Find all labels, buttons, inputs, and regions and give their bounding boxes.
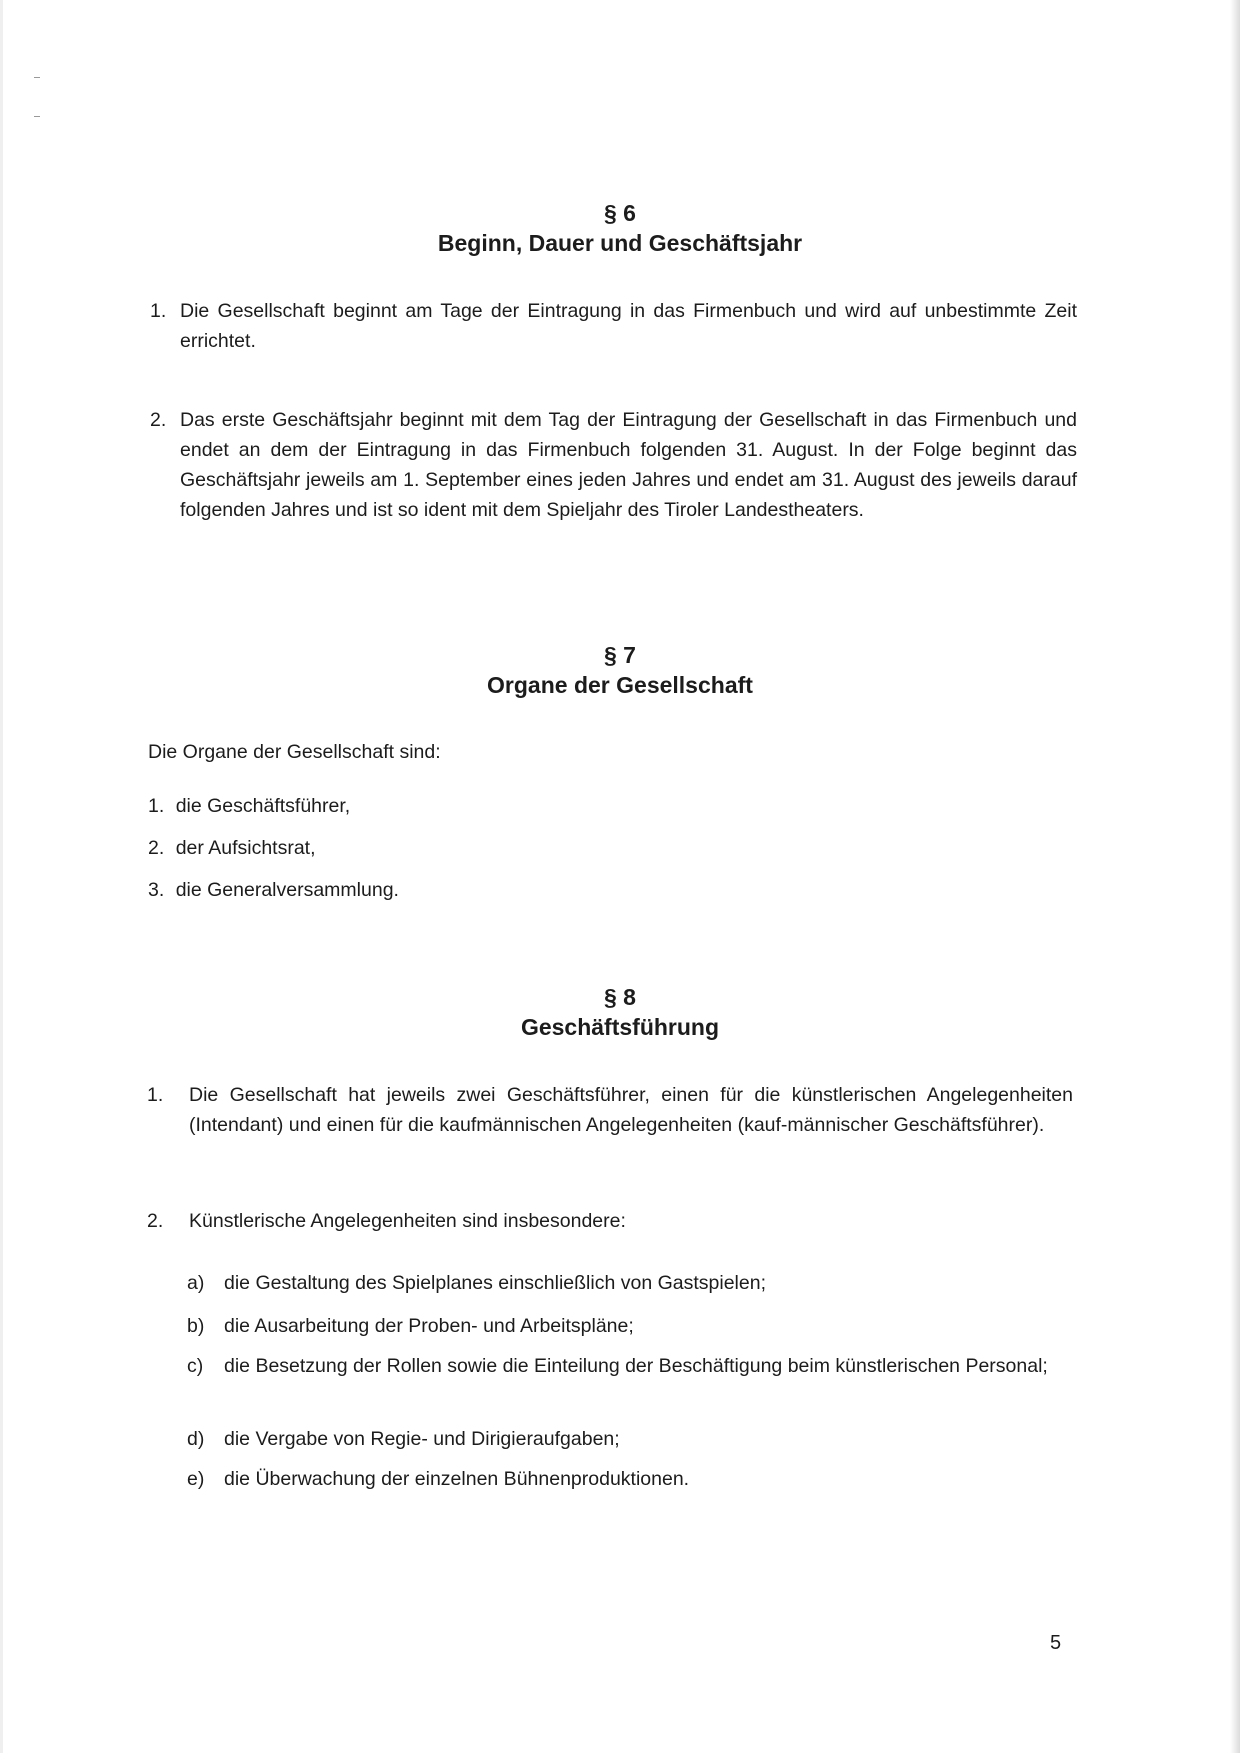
section-8-item-1 <box>147 1080 1073 1140</box>
item-text: die Generalversammlung. <box>175 879 399 901</box>
item-text: der Aufsichtsrat, <box>175 837 316 859</box>
section-7-heading <box>0 640 1240 700</box>
section-8-item-2 <box>147 1206 1073 1236</box>
section-7-title: Organe der Gesellschaft <box>487 672 753 698</box>
subitem-marker: d) <box>187 1428 205 1450</box>
page-number: 5 <box>1050 1632 1062 1654</box>
subitem-marker: a) <box>187 1272 205 1294</box>
subitem-text: die Besetzung der Rollen sowie die Einteilung der Beschäftigung beim künstlerischen Personal; <box>224 1355 1048 1377</box>
section-8-heading <box>0 982 1240 1042</box>
section-7-item-1 <box>148 791 350 821</box>
section-8-subitem-e <box>187 1464 1073 1494</box>
scan-edge-right <box>1230 0 1240 1753</box>
scan-speck <box>34 116 40 117</box>
section-7-item-3 <box>148 875 399 905</box>
section-8-subitem-a <box>187 1268 1073 1298</box>
subitem-marker: e) <box>187 1468 205 1490</box>
subitem-text: die Überwachung der einzelnen Bühnenproduktionen. <box>224 1468 690 1490</box>
item-text: Die Gesellschaft hat jeweils zwei Geschäftsführer, einen für die künstlerischen Angelegenheiten (Intendant) und einen für die kaufmännischen Angelegenheiten (kauf-männischer Geschäftsführer). <box>189 1084 1073 1136</box>
section-8-subitem-b <box>187 1311 1073 1341</box>
section-6-heading <box>0 198 1240 258</box>
scan-speck <box>34 77 40 78</box>
subitem-marker: c) <box>187 1355 204 1377</box>
item-text: Das erste Geschäftsjahr beginnt mit dem Tag der Eintragung der Gesellschaft in das Firmenbuch und endet an dem der Eintragung in das Firmenbuch folgenden 31. August. In der Folge beginnt das Geschäftsjahr jeweils am 1. September eines jeden Jahres und endet am 31. August des jeweils darauf folgenden Jahres und ist so ident mit dem Spieljahr des Tiroler Landestheaters. <box>180 409 1077 521</box>
section-8-subitem-d <box>187 1424 1073 1454</box>
section-7-item-2 <box>148 833 316 863</box>
subitem-text: die Gestaltung des Spielplanes einschließlich von Gastspielen; <box>224 1272 766 1294</box>
scan-edge-left <box>0 0 3 1753</box>
item-marker: 2. <box>150 409 167 431</box>
item-marker: 3. <box>148 879 165 901</box>
section-7-intro: Die Organe der Gesellschaft sind: <box>148 741 441 763</box>
item-marker: 2. <box>147 1210 164 1232</box>
item-marker: 2. <box>148 837 165 859</box>
item-text: Künstlerische Angelegenheiten sind insbesondere: <box>189 1210 626 1232</box>
section-8-subitem-c <box>187 1351 1073 1381</box>
item-text: die Geschäftsführer, <box>175 795 351 817</box>
section-6-item-2 <box>150 405 1077 525</box>
item-marker: 1. <box>148 795 165 817</box>
section-8-number: § 8 <box>604 984 636 1010</box>
subitem-text: die Ausarbeitung der Proben- und Arbeitspläne; <box>224 1315 634 1337</box>
subitem-text: die Vergabe von Regie- und Dirigieraufgaben; <box>224 1428 620 1450</box>
section-6-item-1 <box>150 296 1077 356</box>
subitem-marker: b) <box>187 1315 205 1337</box>
section-6-title: Beginn, Dauer und Geschäftsjahr <box>437 230 803 256</box>
item-marker: 1. <box>147 1084 164 1106</box>
item-marker: 1. <box>150 300 167 322</box>
section-7-number: § 7 <box>604 642 636 668</box>
section-8-title: Geschäftsführung <box>520 1014 720 1040</box>
section-6-number: § 6 <box>604 200 636 226</box>
item-text: Die Gesellschaft beginnt am Tage der Eintragung in das Firmenbuch und wird auf unbestimmte Zeit errichtet. <box>180 300 1077 352</box>
